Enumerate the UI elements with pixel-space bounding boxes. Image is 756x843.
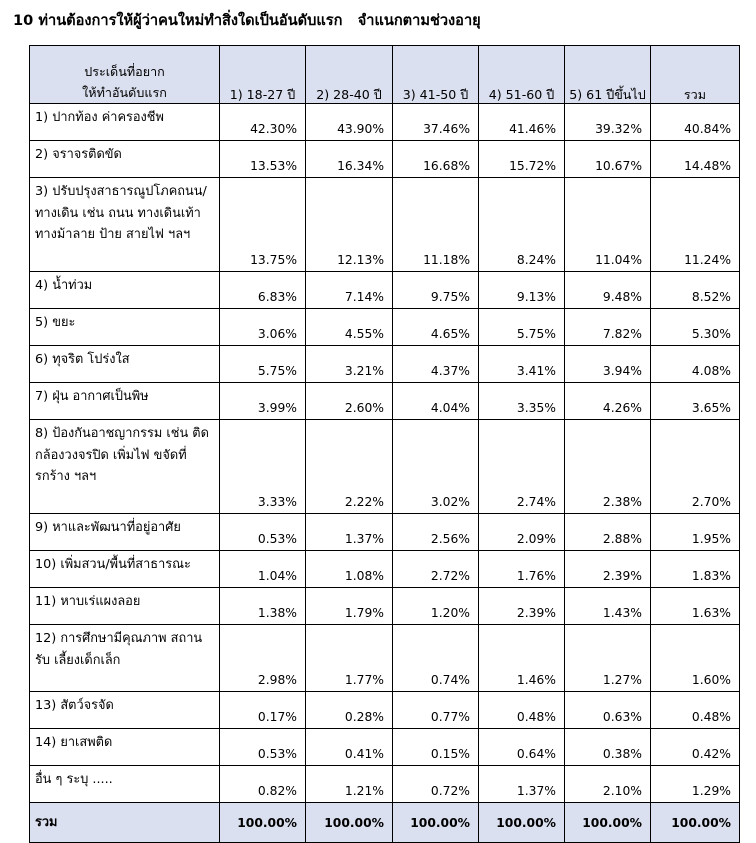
cell-value: 3.35% [479,383,565,420]
survey-table-container [29,45,739,843]
table-row [30,346,740,383]
cell-value: 2.39% [479,588,565,625]
cell-value: 3.65% [651,383,740,420]
cell-value: 14.48% [651,141,740,178]
cell-value: 0.64% [479,729,565,766]
cell-value: 0.82% [220,766,306,803]
cell-value: 1.77% [306,625,393,692]
cell-value: 9.75% [393,272,479,309]
cell-value: 2.09% [479,514,565,551]
cell-value: 2.88% [565,514,651,551]
cell-value: 1.29% [651,766,740,803]
table-row [30,420,740,514]
cell-value: 4.26% [565,383,651,420]
cell-value: 5.75% [220,346,306,383]
table-header [30,46,740,104]
row-label: 3) ปรับปรุงสาธารณูปโภคถนน/ ทางเดิน เช่น ถนน ทางเดินเท้า ทางม้าลาย ป้าย สายไฟ ฯลฯ [30,178,220,272]
column-header-age-28-40: 2) 28-40 ปี [306,46,393,104]
survey-results-table [29,45,740,843]
total-cell-value: 100.00% [306,803,393,843]
cell-value: 2.22% [306,420,393,514]
cell-value: 1.83% [651,551,740,588]
cell-value: 0.38% [565,729,651,766]
cell-value: 10.67% [565,141,651,178]
cell-value: 3.02% [393,420,479,514]
total-cell-value: 100.00% [479,803,565,843]
cell-value: 2.72% [393,551,479,588]
column-header-age-51-60: 4) 51-60 ปี [479,46,565,104]
cell-value: 37.46% [393,104,479,141]
cell-value: 7.82% [565,309,651,346]
table-row [30,104,740,141]
row-label: 10) เพิ่มสวน/พื้นที่สาธารณะ [30,551,220,588]
cell-value: 1.43% [565,588,651,625]
total-cell-value: 100.00% [393,803,479,843]
header-row [30,46,740,104]
cell-value: 2.56% [393,514,479,551]
table-row [30,514,740,551]
table-row [30,729,740,766]
cell-value: 16.68% [393,141,479,178]
row-label: 1) ปากท้อง ค่าครองชีพ [30,104,220,141]
cell-value: 2.38% [565,420,651,514]
cell-value: 15.72% [479,141,565,178]
cell-value: 0.41% [306,729,393,766]
table-row [30,692,740,729]
cell-value: 3.06% [220,309,306,346]
page-title: 10 ท่านต้องการให้ผู้ว่าคนใหม่ทำสิ่งใดเป็นอันดับแรก จำแนกตามช่วงอายุ [13,12,481,29]
table-body [30,104,740,843]
cell-value: 0.74% [393,625,479,692]
column-header-age-18-27: 1) 18-27 ปี [220,46,306,104]
cell-value: 1.27% [565,625,651,692]
cell-value: 1.04% [220,551,306,588]
total-cell-value: 100.00% [565,803,651,843]
cell-value: 7.14% [306,272,393,309]
table-total-row [30,803,740,843]
table-row [30,383,740,420]
table-row [30,766,740,803]
cell-value: 3.33% [220,420,306,514]
cell-value: 0.28% [306,692,393,729]
cell-value: 0.48% [479,692,565,729]
column-header-issue [30,46,220,104]
cell-value: 0.72% [393,766,479,803]
row-label: 7) ฝุ่น อากาศเป็นพิษ [30,383,220,420]
cell-value: 2.98% [220,625,306,692]
cell-value: 2.39% [565,551,651,588]
cell-value: 0.15% [393,729,479,766]
table-row [30,141,740,178]
cell-value: 1.21% [306,766,393,803]
cell-value: 2.74% [479,420,565,514]
row-label: 4) น้ำท่วม [30,272,220,309]
cell-value: 0.48% [651,692,740,729]
cell-value: 2.70% [651,420,740,514]
table-row [30,309,740,346]
cell-value: 1.79% [306,588,393,625]
cell-value: 1.46% [479,625,565,692]
row-label: 2) จราจรติดขัด [30,141,220,178]
cell-value: 1.20% [393,588,479,625]
cell-value: 0.53% [220,514,306,551]
row-label: 5) ขยะ [30,309,220,346]
cell-value: 40.84% [651,104,740,141]
cell-value: 11.18% [393,178,479,272]
column-header-total: รวม [651,46,740,104]
column-header-age-41-50: 3) 41-50 ปี [393,46,479,104]
cell-value: 5.30% [651,309,740,346]
cell-value: 3.41% [479,346,565,383]
cell-value: 1.95% [651,514,740,551]
table-row [30,588,740,625]
table-row [30,272,740,309]
column-header-issue-line1: ประเด็นที่อยาก [84,64,165,79]
cell-value: 3.94% [565,346,651,383]
cell-value: 9.13% [479,272,565,309]
cell-value: 43.90% [306,104,393,141]
cell-value: 3.21% [306,346,393,383]
total-cell-value: 100.00% [220,803,306,843]
cell-value: 0.63% [565,692,651,729]
cell-value: 4.37% [393,346,479,383]
table-row [30,551,740,588]
cell-value: 9.48% [565,272,651,309]
cell-value: 0.53% [220,729,306,766]
cell-value: 0.77% [393,692,479,729]
cell-value: 1.37% [306,514,393,551]
cell-value: 2.60% [306,383,393,420]
column-header-age-61-plus: 5) 61 ปีขึ้นไป [565,46,651,104]
cell-value: 42.30% [220,104,306,141]
cell-value: 4.04% [393,383,479,420]
cell-value: 5.75% [479,309,565,346]
cell-value: 8.24% [479,178,565,272]
cell-value: 3.99% [220,383,306,420]
cell-value: 39.32% [565,104,651,141]
total-cell-value: 100.00% [651,803,740,843]
cell-value: 1.60% [651,625,740,692]
cell-value: 1.76% [479,551,565,588]
cell-value: 0.17% [220,692,306,729]
cell-value: 13.75% [220,178,306,272]
row-label: 9) หาและพัฒนาที่อยู่อาศัย [30,514,220,551]
cell-value: 1.63% [651,588,740,625]
column-header-issue-line2: ให้ทำอันดับแรก [82,85,167,100]
cell-value: 4.55% [306,309,393,346]
cell-value: 41.46% [479,104,565,141]
row-label: 11) หาบเร่แผงลอย [30,588,220,625]
cell-value: 11.04% [565,178,651,272]
table-row [30,625,740,692]
cell-value: 1.08% [306,551,393,588]
cell-value: 12.13% [306,178,393,272]
total-row-label: รวม [30,803,220,843]
cell-value: 1.37% [479,766,565,803]
table-row [30,178,740,272]
cell-value: 16.34% [306,141,393,178]
cell-value: 6.83% [220,272,306,309]
cell-value: 2.10% [565,766,651,803]
row-label: 6) ทุจริต โปร่งใส [30,346,220,383]
cell-value: 0.42% [651,729,740,766]
cell-value: 13.53% [220,141,306,178]
cell-value: 11.24% [651,178,740,272]
cell-value: 4.65% [393,309,479,346]
row-label: 8) ป้องกันอาชญากรรม เช่น ติด กล้องวงจรปิด เพิ่มไฟ ขจัดที่รกร้าง ฯลฯ [30,420,220,514]
row-label: 12) การศึกษามีคุณภาพ สถานรับ เลี้ยงเด็กเล็ก [30,625,220,692]
row-label: 14) ยาเสพติด [30,729,220,766]
cell-value: 1.38% [220,588,306,625]
row-label: 13) สัตว์จรจัด [30,692,220,729]
row-label: อื่น ๆ ระบุ ..... [30,766,220,803]
cell-value: 4.08% [651,346,740,383]
cell-value: 8.52% [651,272,740,309]
